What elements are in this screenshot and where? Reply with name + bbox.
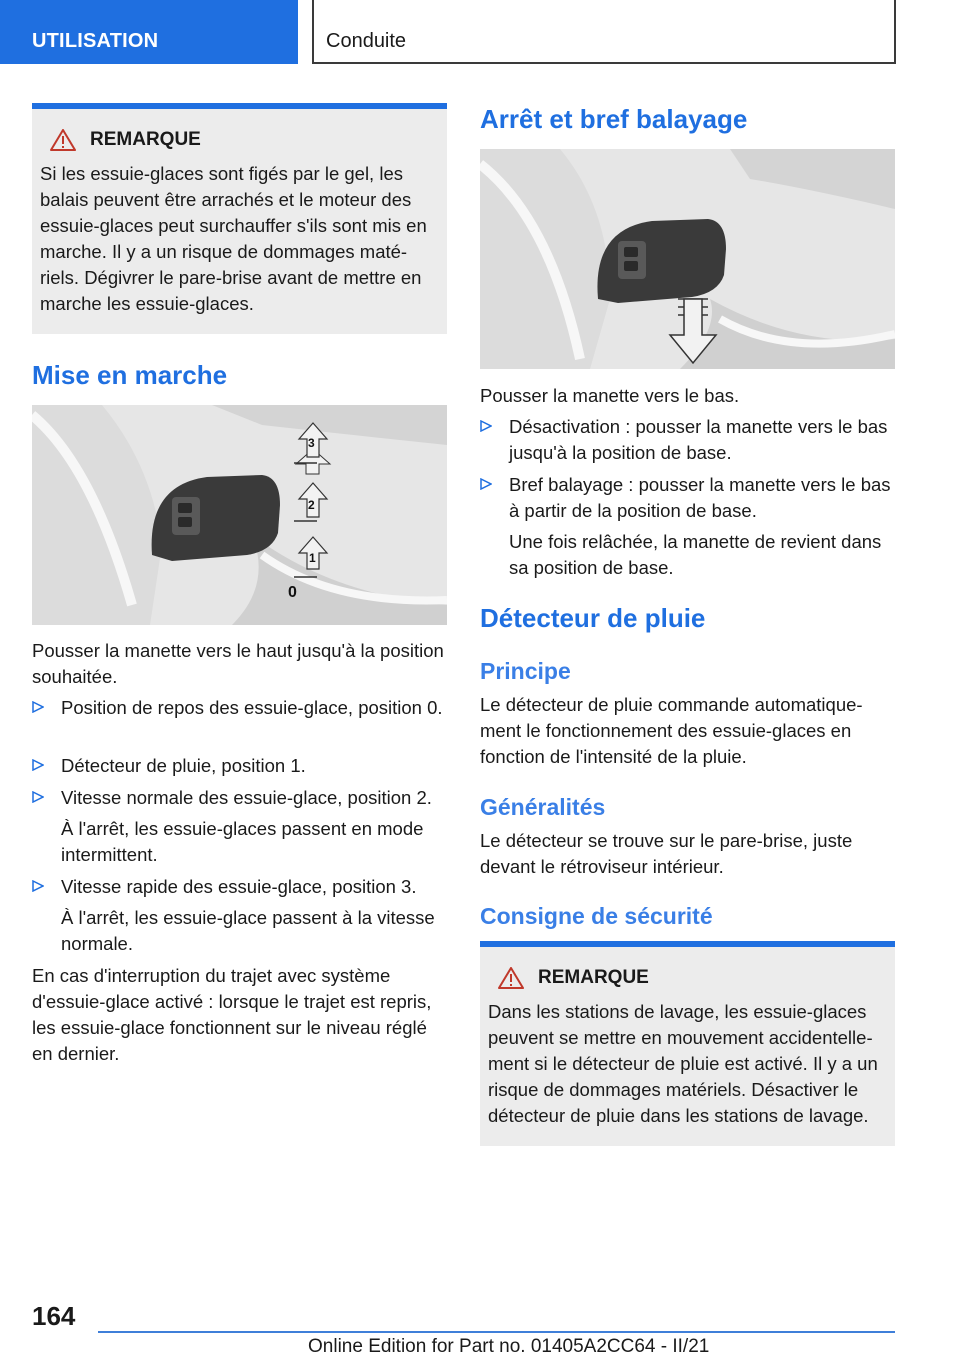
footer-divider [98, 1331, 895, 1333]
section-tab [0, 0, 298, 64]
edition-footer: Online Edition for Part no. 01405A2CC64 - II/21 [308, 1336, 710, 1357]
triangle-right-icon [32, 791, 44, 803]
subheading-safety: Consigne de sécurité [480, 903, 713, 929]
list-item-note: À l'arrêt, les essuie-glaces passent en mode intermittent. [61, 818, 424, 865]
position-label-3: 3 [308, 436, 315, 450]
warning-triangle-icon [50, 129, 76, 151]
list-item: Vitesse rapide des essuie-glace, position 3. [32, 874, 447, 900]
chapter-tab [312, 0, 896, 64]
triangle-right-icon [32, 701, 44, 713]
intro-push-down: Pousser la manette vers le bas. [480, 385, 740, 406]
triangle-right-icon [480, 420, 492, 432]
position-label-2: 2 [308, 498, 315, 512]
heading-rain-sensor: Détecteur de pluie [480, 603, 706, 633]
warning-triangle-icon [498, 967, 524, 989]
wiper-lever-illustration [32, 405, 447, 625]
notice-text: Si les essuie-glaces sont figés par le gel, les balais peuvent être arrachés et le moteur des essuie-glaces peut surchauffer s'ils sont mis en marche. Il y a un risque de dommages matériels. Dégivrer le pare-brise avant de mettre en marche les essuie-glaces. [40, 163, 427, 314]
section-title: UTILISATION [32, 30, 159, 52]
figure-wiper-lever-down [480, 149, 895, 369]
chapter-title: Conduite [326, 30, 407, 52]
notice-title: REMARQUE [538, 967, 649, 988]
position-label-0: 0 [288, 584, 297, 601]
notice-car-wash [480, 941, 895, 1146]
principle-text: Le détecteur de pluie commande automatiquement le fonctionnement des essuie-glaces en fonction de l'intensité de la pluie. [480, 694, 863, 767]
position-label-1: 1 [309, 551, 316, 565]
triangle-right-icon [32, 759, 44, 771]
closing-paragraph: En cas d'interruption du trajet avec système d'essuie-glace activé : lorsque le trajet est repris, les essuie-glace fonctionnent sur le niveau réglé en dernier. [32, 965, 432, 1064]
list-item-note: Une fois relâchée, la manette de revient dans sa position de base. [509, 531, 882, 578]
list-item: Détecteur de pluie, position 1. [32, 753, 447, 779]
heading-switch-on: Mise en marche [32, 360, 228, 390]
general-text: Le détecteur se trouve sur le pare-brise, juste devant le rétroviseur intérieur. [480, 830, 853, 877]
triangle-right-icon [32, 880, 44, 892]
list-item: Désactivation : pousser la manette vers le bas jusqu'à la position de base. [480, 414, 895, 466]
wiper-lever-down-illustration [480, 149, 895, 369]
notice-text: Dans les stations de lavage, les essuie-glaces peuvent se mettre en mouvement accidentellement si le détecteur de pluie est activé. Il y a un risque de dommages matériels. Désactiver le détecteur de pluie dans les stations de lavage. [488, 1001, 878, 1126]
heading-stop-brief-wipe: Arrêt et bref balayage [480, 104, 748, 134]
notice-title: REMARQUE [90, 129, 201, 150]
triangle-right-icon [480, 478, 492, 490]
subheading-principle: Principe [480, 658, 571, 684]
list-item-note: À l'arrêt, les essuie-glace passent à la vitesse normale. [61, 907, 435, 954]
list-item: Bref balayage : pousser la manette vers le bas à partir de la position de base. [480, 472, 895, 524]
notice-frozen-wipers [32, 103, 447, 334]
intro-push-up: Pousser la manette vers le haut jusqu'à la position souhaitée. [32, 640, 444, 687]
page-number: 164 [32, 1301, 76, 1331]
list-item: Position de repos des essuie-glace, position 0. [32, 695, 447, 721]
list-item: Vitesse normale des essuie-glace, position 2. [32, 785, 447, 811]
subheading-general: Généralités [480, 794, 606, 820]
figure-wiper-lever-up [32, 405, 447, 625]
